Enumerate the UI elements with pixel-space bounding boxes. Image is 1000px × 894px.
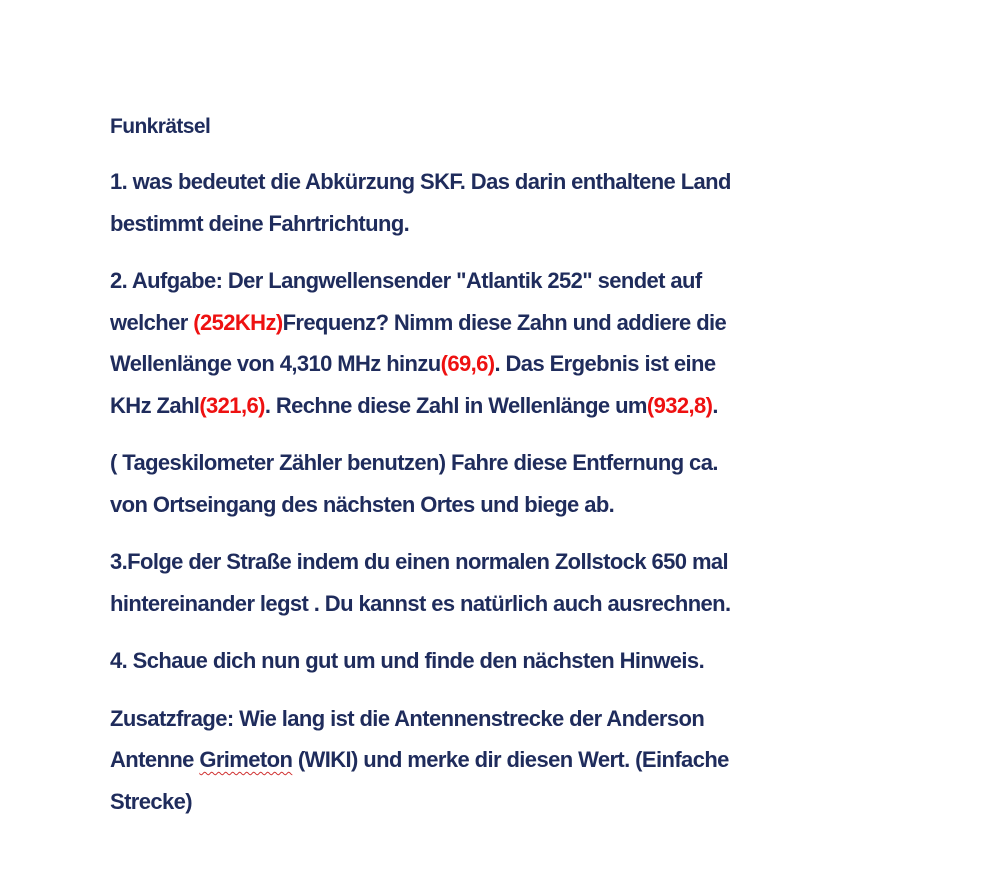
- odometer-line-2: von Ortseingang des nächsten Ortes und biege ab.: [110, 491, 615, 517]
- task-1-paragraph: [110, 161, 970, 244]
- task-2-text: Frequenz? Nimm diese Zahn und addiere die: [282, 309, 727, 335]
- task-2-line-1: 2. Aufgabe: Der Langwellensender "Atlantik 252" sendet auf: [110, 268, 702, 293]
- task-4-paragraph: [110, 640, 970, 682]
- task-3-line-2: hintereinander legst . Du kannst es natürlich auch ausrechnen.: [110, 590, 731, 616]
- task-1-line-2: bestimmt deine Fahrtrichtung.: [110, 210, 410, 236]
- document-title: Funkrätsel: [110, 115, 211, 138]
- task-2-paragraph: [110, 260, 970, 426]
- bonus-text: Antenne: [110, 747, 200, 772]
- odometer-paragraph: [110, 442, 970, 525]
- task-2-text: welcher: [110, 309, 194, 335]
- document-body: [110, 112, 970, 838]
- bonus-line-3: Strecke): [110, 788, 193, 814]
- task-2-text: Wellenlänge von 4,310 MHz hinzu: [110, 351, 441, 376]
- task-4-line-1: 4. Schaue dich nun gut um und finde den nächsten Hinweis.: [110, 648, 705, 673]
- odometer-line-1: ( Tageskilometer Zähler benutzen) Fahre diese Entfernung ca.: [110, 450, 718, 475]
- task-3-paragraph: [110, 541, 970, 624]
- bonus-text: (WIKI) und merke dir diesen Wert. (Einfache: [292, 747, 729, 772]
- bonus-question-paragraph: [110, 698, 970, 823]
- answer-khz-sum: (321,6): [199, 392, 265, 418]
- answer-frequency: (252KHz): [193, 309, 283, 335]
- bonus-line-1: Zusatzfrage: Wie lang ist die Antennenstrecke der Anderson: [110, 705, 705, 731]
- task-2-text: KHz Zahl: [110, 392, 200, 418]
- task-1-line-1: 1. was bedeutet die Abkürzung SKF. Das darin enthaltene Land: [110, 169, 731, 194]
- answer-wavelength: (69,6): [440, 351, 495, 376]
- task-2-text: . Das Ergebnis ist eine: [494, 351, 716, 376]
- spellcheck-word-grimeton[interactable]: Grimeton: [199, 747, 293, 772]
- task-2-text: .: [712, 392, 718, 418]
- answer-distance: (932,8): [646, 392, 713, 418]
- task-2-text: . Rechne diese Zahl in Wellenlänge um: [264, 392, 647, 418]
- task-3-line-1: 3.Folge der Straße indem du einen normalen Zollstock 650 mal: [110, 549, 729, 574]
